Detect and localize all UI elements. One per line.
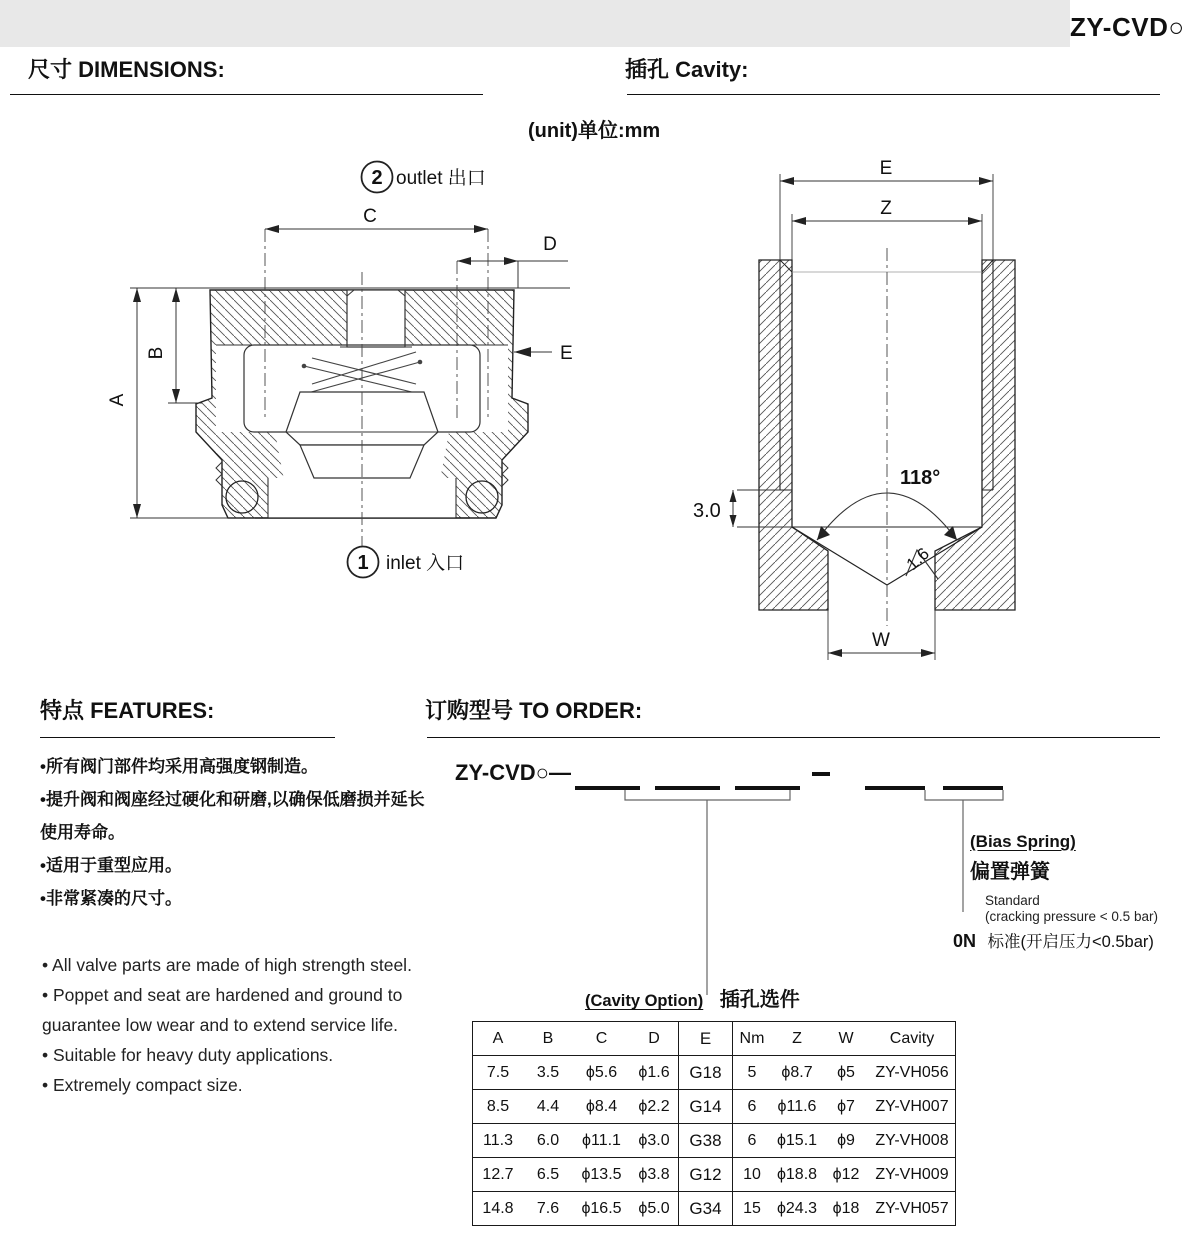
cavity-drawing <box>685 148 1065 678</box>
table-cell: 6 <box>733 1124 772 1158</box>
dim-e-label: E <box>560 343 573 364</box>
bias-spring-code: 0N <box>953 931 977 951</box>
table-cell: G12 <box>679 1158 733 1192</box>
table-row <box>473 1158 956 1192</box>
table-cell: ZY-VH008 <box>869 1124 956 1158</box>
table-cell: ϕ11.6 <box>771 1090 823 1124</box>
cavity-option-title-zh: 插孔选件 <box>719 989 800 1011</box>
table-header-cell: W <box>823 1022 869 1056</box>
table-cell: ϕ11.1 <box>573 1124 630 1158</box>
o-ring-right <box>466 481 498 513</box>
cavity-z-label: Z <box>880 198 892 219</box>
cavity-finish-label: 1.6 <box>902 544 934 574</box>
table-row <box>473 1056 956 1090</box>
table-cell: ϕ13.5 <box>573 1158 630 1192</box>
table-cell: 3.5 <box>523 1056 573 1090</box>
table-cell: ZY-VH007 <box>869 1090 956 1124</box>
table-cell: 6.5 <box>523 1158 573 1192</box>
table-cell: G18 <box>679 1056 733 1090</box>
table-cell: ϕ15.1 <box>771 1124 823 1158</box>
table-header-cell: A <box>473 1022 524 1056</box>
table-cell: ZY-VH009 <box>869 1158 956 1192</box>
cavity-wall-left <box>759 260 828 610</box>
cavity-angle-label: 118° <box>900 467 941 489</box>
table-cell: G14 <box>679 1090 733 1124</box>
table-cell: ϕ2.2 <box>630 1090 679 1124</box>
table-cell: 5 <box>733 1056 772 1090</box>
table-cell: ϕ3.0 <box>630 1124 679 1158</box>
table-header-cell: E <box>679 1022 733 1056</box>
table-cell: ϕ1.6 <box>630 1056 679 1090</box>
bias-spring-title-en: (Bias Spring) <box>970 832 1076 851</box>
cavity-option-title-en: (Cavity Option) <box>585 992 704 1010</box>
feature-item: • Extremely compact size. <box>42 1075 243 1095</box>
table-cell: ϕ24.3 <box>771 1192 823 1226</box>
table-cell: ϕ5.6 <box>573 1056 630 1090</box>
dimensions-drawing <box>90 138 650 628</box>
table-cell: 4.4 <box>523 1090 573 1124</box>
outlet-callout-number: 2 <box>371 167 383 189</box>
table-cell: ϕ5 <box>823 1056 869 1090</box>
table-cell: 8.5 <box>473 1090 524 1124</box>
dim-b-label: B <box>146 346 167 360</box>
table-cell: ϕ18 <box>823 1192 869 1226</box>
cavity-table-body <box>473 1056 956 1226</box>
feature-item: •适用于重型应用。 <box>40 856 182 875</box>
features-rule <box>40 737 335 738</box>
table-row <box>473 1124 956 1158</box>
bias-spring-title-zh: 偏置弹簧 <box>970 861 1050 883</box>
order-rule <box>427 737 1160 738</box>
table-row <box>473 1192 956 1226</box>
dim-d-label: D <box>543 234 557 255</box>
table-cell: ϕ8.4 <box>573 1090 630 1124</box>
cavity-e-label: E <box>879 158 893 179</box>
table-cell: G34 <box>679 1192 733 1226</box>
table-header-cell: B <box>523 1022 573 1056</box>
cavity-wall-right <box>935 260 1015 610</box>
inlet-label: inlet 入口 <box>386 553 465 574</box>
bias-spring-code-desc: 标准(开启压力<0.5bar) <box>987 933 1154 951</box>
table-row <box>473 1090 956 1124</box>
table-cell: 11.3 <box>473 1124 524 1158</box>
table-cell: ϕ9 <box>823 1124 869 1158</box>
feature-item: •提升阀和阀座经过硬化和研磨,以确保低磨损并延长使用寿命。 <box>40 790 425 842</box>
table-cell: ϕ8.7 <box>771 1056 823 1090</box>
table-cell: ϕ12 <box>823 1158 869 1192</box>
o-ring-left <box>226 481 258 513</box>
unit-note: (unit)单位:mm <box>528 120 661 142</box>
cavity-table-head-row <box>473 1022 956 1056</box>
table-cell: ϕ7 <box>823 1090 869 1124</box>
cavity-depth-label: 3.0 <box>693 500 721 522</box>
table-cell: 10 <box>733 1158 772 1192</box>
inlet-callout-number: 1 <box>357 552 369 574</box>
features-title: 特点 FEATURES: <box>40 698 215 723</box>
feature-item: • All valve parts are made of high strength steel. <box>42 955 412 975</box>
order-separator <box>812 772 830 776</box>
order-code-prefix: ZY-CVD○— <box>455 760 571 785</box>
table-header-cell: C <box>573 1022 630 1056</box>
feature-list-en <box>42 950 427 1100</box>
feature-item: • Poppet and seat are hardened and ground to guarantee low wear and to extend service life. <box>42 985 403 1035</box>
header-band <box>0 0 1070 47</box>
outlet-label: outlet 出口 <box>396 168 486 189</box>
product-code: ZY-CVD○ <box>1070 12 1185 42</box>
table-cell: G38 <box>679 1124 733 1158</box>
table-cell: 7.6 <box>523 1192 573 1226</box>
feature-item: •非常紧凑的尺寸。 <box>40 889 182 908</box>
feature-item: •所有阀门部件均采用高强度钢制造。 <box>40 757 318 776</box>
bias-spring-code-line <box>953 928 1154 952</box>
table-header-cell: Cavity <box>869 1022 956 1056</box>
cavity-option-label <box>585 983 800 1012</box>
table-cell: 6 <box>733 1090 772 1124</box>
dimensions-rule <box>10 94 483 95</box>
dim-c-label: C <box>363 206 377 227</box>
table-cell: 14.8 <box>473 1192 524 1226</box>
bias-spring-cracking: (cracking pressure < 0.5 bar) <box>985 909 1158 924</box>
dimensions-title: 尺寸 DIMENSIONS: <box>28 57 225 82</box>
table-cell: ZY-VH057 <box>869 1192 956 1226</box>
table-cell: ϕ5.0 <box>630 1192 679 1226</box>
table-cell: 7.5 <box>473 1056 524 1090</box>
order-title: 订购型号 TO ORDER: <box>425 698 643 723</box>
cavity-table <box>472 1021 956 1226</box>
table-cell: ϕ18.8 <box>771 1158 823 1192</box>
bias-spring-standard: Standard <box>985 893 1040 908</box>
cavity-title: 插孔 Cavity: <box>625 57 749 82</box>
table-cell: ϕ3.8 <box>630 1158 679 1192</box>
cavity-w-label: W <box>872 630 890 651</box>
bias-spring-block <box>970 832 1192 925</box>
feature-list-zh <box>40 750 440 915</box>
table-header-cell: Z <box>771 1022 823 1056</box>
feature-item: • Suitable for heavy duty applications. <box>42 1045 334 1065</box>
table-header-cell: D <box>630 1022 679 1056</box>
table-cell: ϕ16.5 <box>573 1192 630 1226</box>
table-cell: 6.0 <box>523 1124 573 1158</box>
table-cell: 12.7 <box>473 1158 524 1192</box>
dim-a-label: A <box>107 393 128 407</box>
table-cell: 15 <box>733 1192 772 1226</box>
cavity-rule <box>627 94 1160 95</box>
table-cell: ZY-VH056 <box>869 1056 956 1090</box>
table-header-cell: Nm <box>733 1022 772 1056</box>
